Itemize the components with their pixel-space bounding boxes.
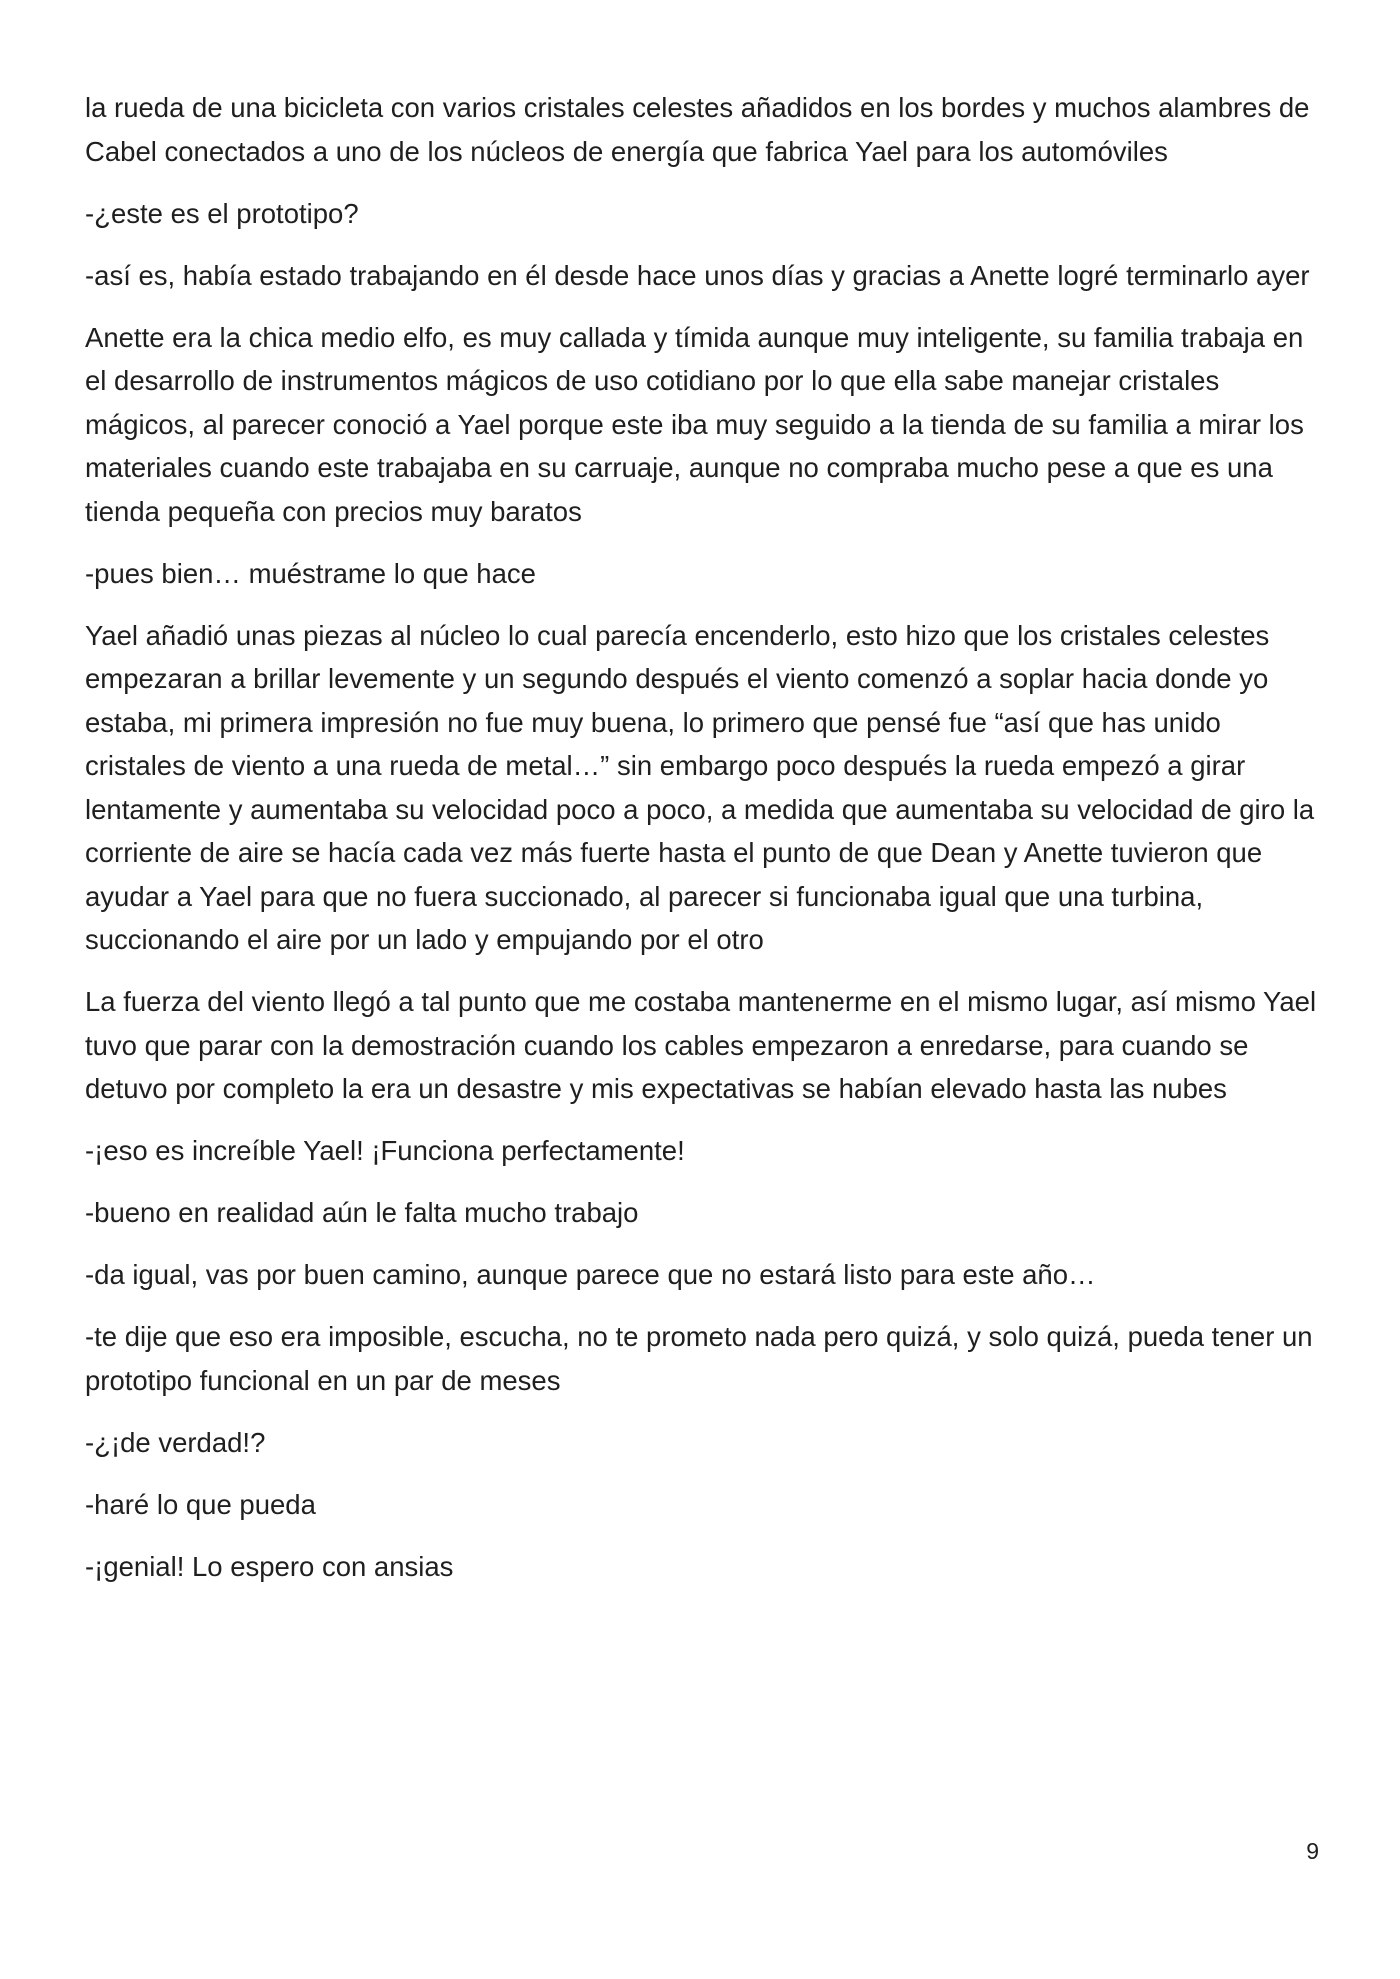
paragraph: -¡eso es increíble Yael! ¡Funciona perfectamente! (85, 1135, 685, 1166)
paragraph: -haré lo que pueda (85, 1488, 316, 1520)
paragraph: -da igual, vas por buen camino, aunque parece que no estará listo para este año… (85, 1259, 1096, 1290)
paragraph: la rueda de una bicicleta con varios cristales celestes añadidos en los bordes y muchos alambres de Cabel conectados a uno de los núcleos de energía que fabrica Yael para los automóviles (85, 92, 1310, 167)
paragraph: -¡genial! Lo espero con ansias (85, 1550, 454, 1582)
paragraph: -¿este es el prototipo? (85, 197, 359, 229)
document-body (85, 86, 1320, 1607)
paragraph: Yael añadió unas piezas al núcleo lo cual parecía encenderlo, esto hizo que los cristales celestes empezaran a brillar levemente y un segundo después el viento comenzó a soplar hacia donde yo estaba, mi primera impresión no fue muy buena, lo primero que pensé fue “así que has unido cristales de viento a una rueda de metal…” sin embargo poco después la rueda empezó a girar lentamente y aumentaba su velocidad poco a poco, a medida que aumentaba su velocidad de giro la corriente de aire se hacía cada vez más fuerte hasta el punto de que Dean y Anette tuvieron que ayudar a Yael para que no fuera succionado, al parecer si funcionaba igual que una turbina, succionando el aire por un lado y empujando por el otro (85, 619, 1315, 955)
paragraph: -pues bien… muéstrame lo que hace (85, 557, 536, 589)
paragraph: La fuerza del viento llegó a tal punto que me costaba mantenerme en el mismo lugar, así mismo Yael tuvo que parar con la demostración cuando los cables empezaron a enredarse, para cuando se detuvo por completo la era un desastre y mis expectativas se habían elevado hasta las nubes (85, 986, 1317, 1104)
paragraph: -¿¡de verdad!? (85, 1426, 266, 1458)
paragraph: -así es, había estado trabajando en él desde hace unos días y gracias a Anette logré terminarlo ayer (85, 259, 1310, 291)
paragraph: Anette era la chica medio elfo, es muy callada y tímida aunque muy inteligente, su familia trabaja en el desarrollo de instrumentos mágicos de uso cotidiano por lo que ella sabe manejar cristales mágicos, al parecer conoció a Yael porque este iba muy seguido a la tienda de su familia a mirar los materiales cuando este trabajaba en su carruaje, aunque no compraba mucho pese a que es una tienda pequeña con precios muy baratos (85, 321, 1304, 527)
page-number: 9 (1306, 1838, 1319, 1864)
paragraph: -te dije que eso era imposible, escucha, no te prometo nada pero quizá, y solo quizá, pueda tener un prototipo funcional en un par de meses (85, 1321, 1313, 1396)
paragraph: -bueno en realidad aún le falta mucho trabajo (85, 1197, 639, 1228)
